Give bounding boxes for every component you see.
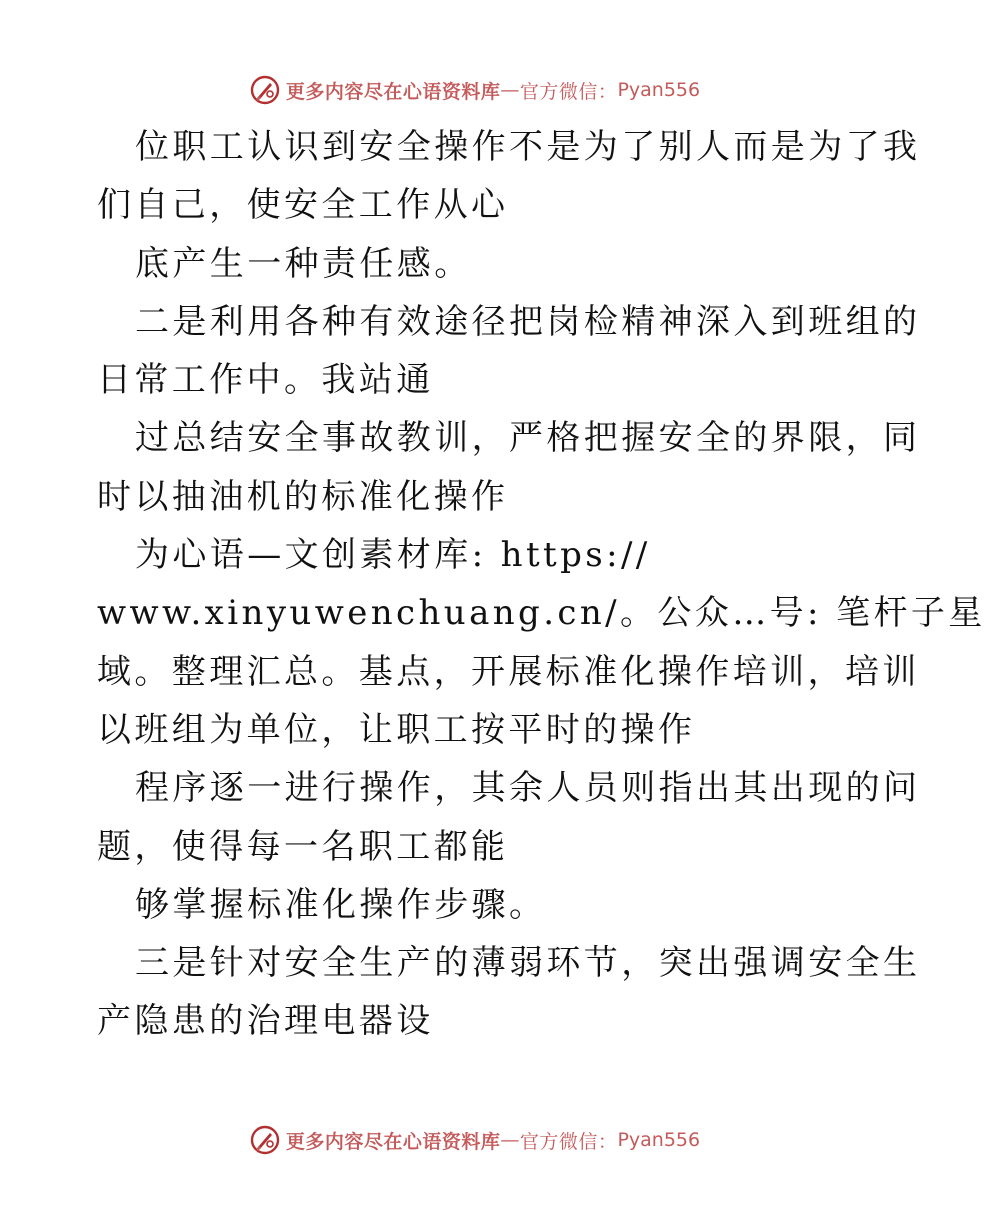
banner-title: 更多内容尽在心语资料库 <box>285 80 501 103</box>
quill-pen-logo-icon <box>250 1125 280 1155</box>
banner-wechat-label: 官方微信： <box>519 1130 618 1153</box>
banner-wechat-id: Pyan556 <box>617 1129 701 1151</box>
text-line: 过总结安全事故教训，严格把握安全的界限，同 <box>135 418 921 459</box>
text-line: 够掌握标准化操作步骤。 <box>135 884 547 925</box>
banner-dash: — <box>500 79 520 101</box>
text-line: 二是利用各种有效途径把岗检精神深入到班组的 <box>135 301 921 342</box>
text-line: 位职工认识到安全操作不是为了别人而是为了我 <box>135 127 921 167</box>
banner-dash: — <box>500 1129 520 1151</box>
text-line: 三是针对安全生产的薄弱环节，突出强调安全生 <box>135 943 921 984</box>
footer-banner <box>0 1122 950 1158</box>
text-line: 底产生一种责任感。 <box>135 243 472 284</box>
text-line: 程序逐一进行操作，其余人员则指出其出现的问 <box>135 768 921 809</box>
text-line: 题，使得每一名职工都能 <box>97 826 509 867</box>
banner-title: 更多内容尽在心语资料库 <box>285 1130 501 1153</box>
text-line: 产隐患的治理电器设 <box>97 1001 434 1042</box>
text-line: 以班组为单位，让职工按平时的操作 <box>97 709 696 750</box>
text-line: 为心语—文创素材库: https:// <box>135 535 651 576</box>
quill-pen-logo-icon <box>250 75 280 105</box>
text-line: 时以抽油机的标准化操作 <box>97 476 509 517</box>
text-line: www.xinyuwenchuang.cn/。公众…号: 笔杆子星 <box>97 593 986 634</box>
text-line: 域。整理汇总。基点，开展标准化操作培训，培训 <box>97 651 920 692</box>
text-line: 日常工作中。我站通 <box>97 360 434 401</box>
banner-wechat-label: 官方微信： <box>519 80 618 103</box>
header-banner <box>0 72 950 108</box>
body-text <box>97 118 986 1051</box>
banner-wechat-id: Pyan556 <box>617 79 701 101</box>
text-line: 们自己，使安全工作从心 <box>97 185 509 226</box>
